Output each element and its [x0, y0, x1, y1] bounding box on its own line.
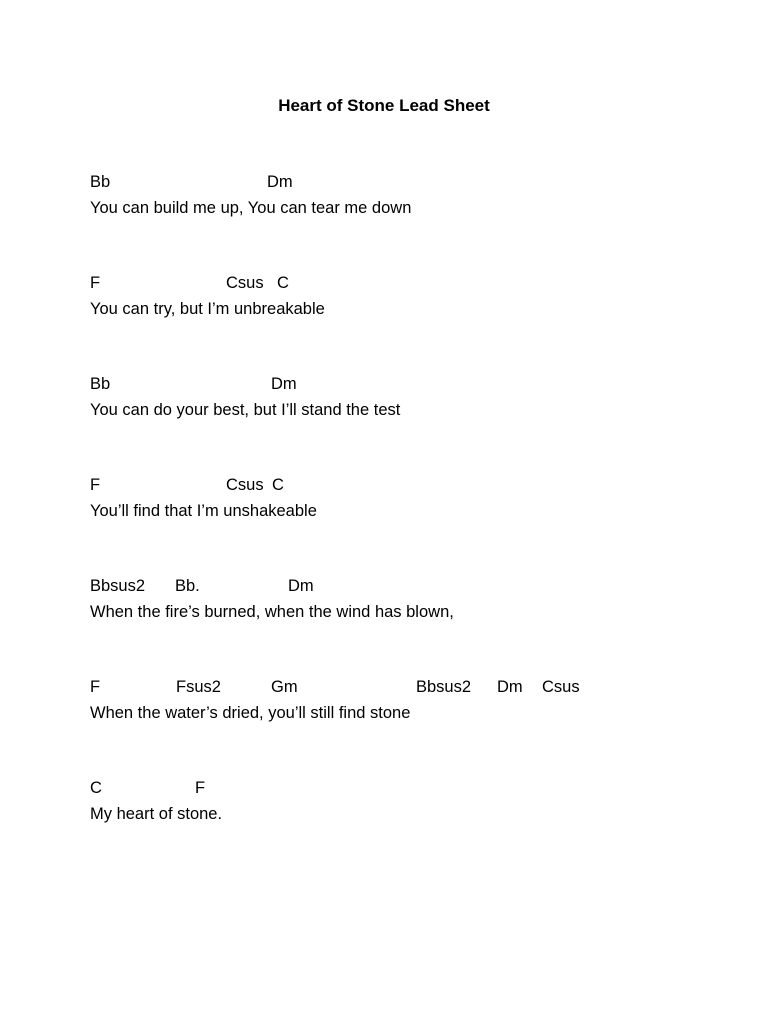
stanza-2 — [90, 270, 730, 322]
chord: Bb. — [175, 577, 200, 595]
chord: Dm — [497, 678, 523, 696]
stanza-4 — [90, 472, 730, 524]
stanza-1 — [90, 169, 730, 221]
chord-line — [90, 674, 730, 700]
chord-line — [90, 371, 730, 397]
stanza-5 — [90, 573, 730, 625]
lyric-line: You can build me up, You can tear me down — [90, 199, 412, 217]
chord: Bb — [90, 375, 111, 393]
chord: C — [90, 779, 102, 797]
chord-line — [90, 472, 730, 498]
lyric-line: You’ll find that I’m unshakeable — [90, 502, 317, 520]
chord: C — [277, 274, 289, 292]
chord: Dm — [288, 577, 314, 595]
lyric-line: You can try, but I’m unbreakable — [90, 300, 325, 318]
chord: Dm — [267, 173, 293, 191]
chord: Fsus2 — [176, 678, 221, 696]
lyric-line: You can do your best, but I’ll stand the test — [90, 401, 401, 419]
chord: F — [90, 678, 101, 696]
chord: Csus — [226, 274, 264, 292]
chord: F — [90, 476, 101, 494]
stanza-3 — [90, 371, 730, 423]
chord: Dm — [271, 375, 297, 393]
stanza-7 — [90, 775, 730, 827]
chord: F — [195, 779, 206, 797]
lyric-line: When the water’s dried, you’ll still find stone — [90, 704, 411, 722]
lyric-line: When the fire’s burned, when the wind has blown, — [90, 603, 454, 621]
chord: Bb — [90, 173, 111, 191]
chord: Csus — [226, 476, 264, 494]
chord-line — [90, 270, 730, 296]
chord: Bbsus2 — [90, 577, 146, 595]
chord-line — [90, 573, 730, 599]
chord: Bbsus2 — [416, 678, 472, 696]
chord: Gm — [271, 678, 298, 696]
page-title: Heart of Stone Lead Sheet — [278, 96, 490, 115]
chord-line — [90, 775, 730, 801]
chord: F — [90, 274, 101, 292]
stanza-6 — [90, 674, 730, 726]
chord: C — [272, 476, 284, 494]
lyric-line: My heart of stone. — [90, 805, 223, 823]
chord-line — [90, 169, 730, 195]
chord: Csus — [542, 678, 580, 696]
